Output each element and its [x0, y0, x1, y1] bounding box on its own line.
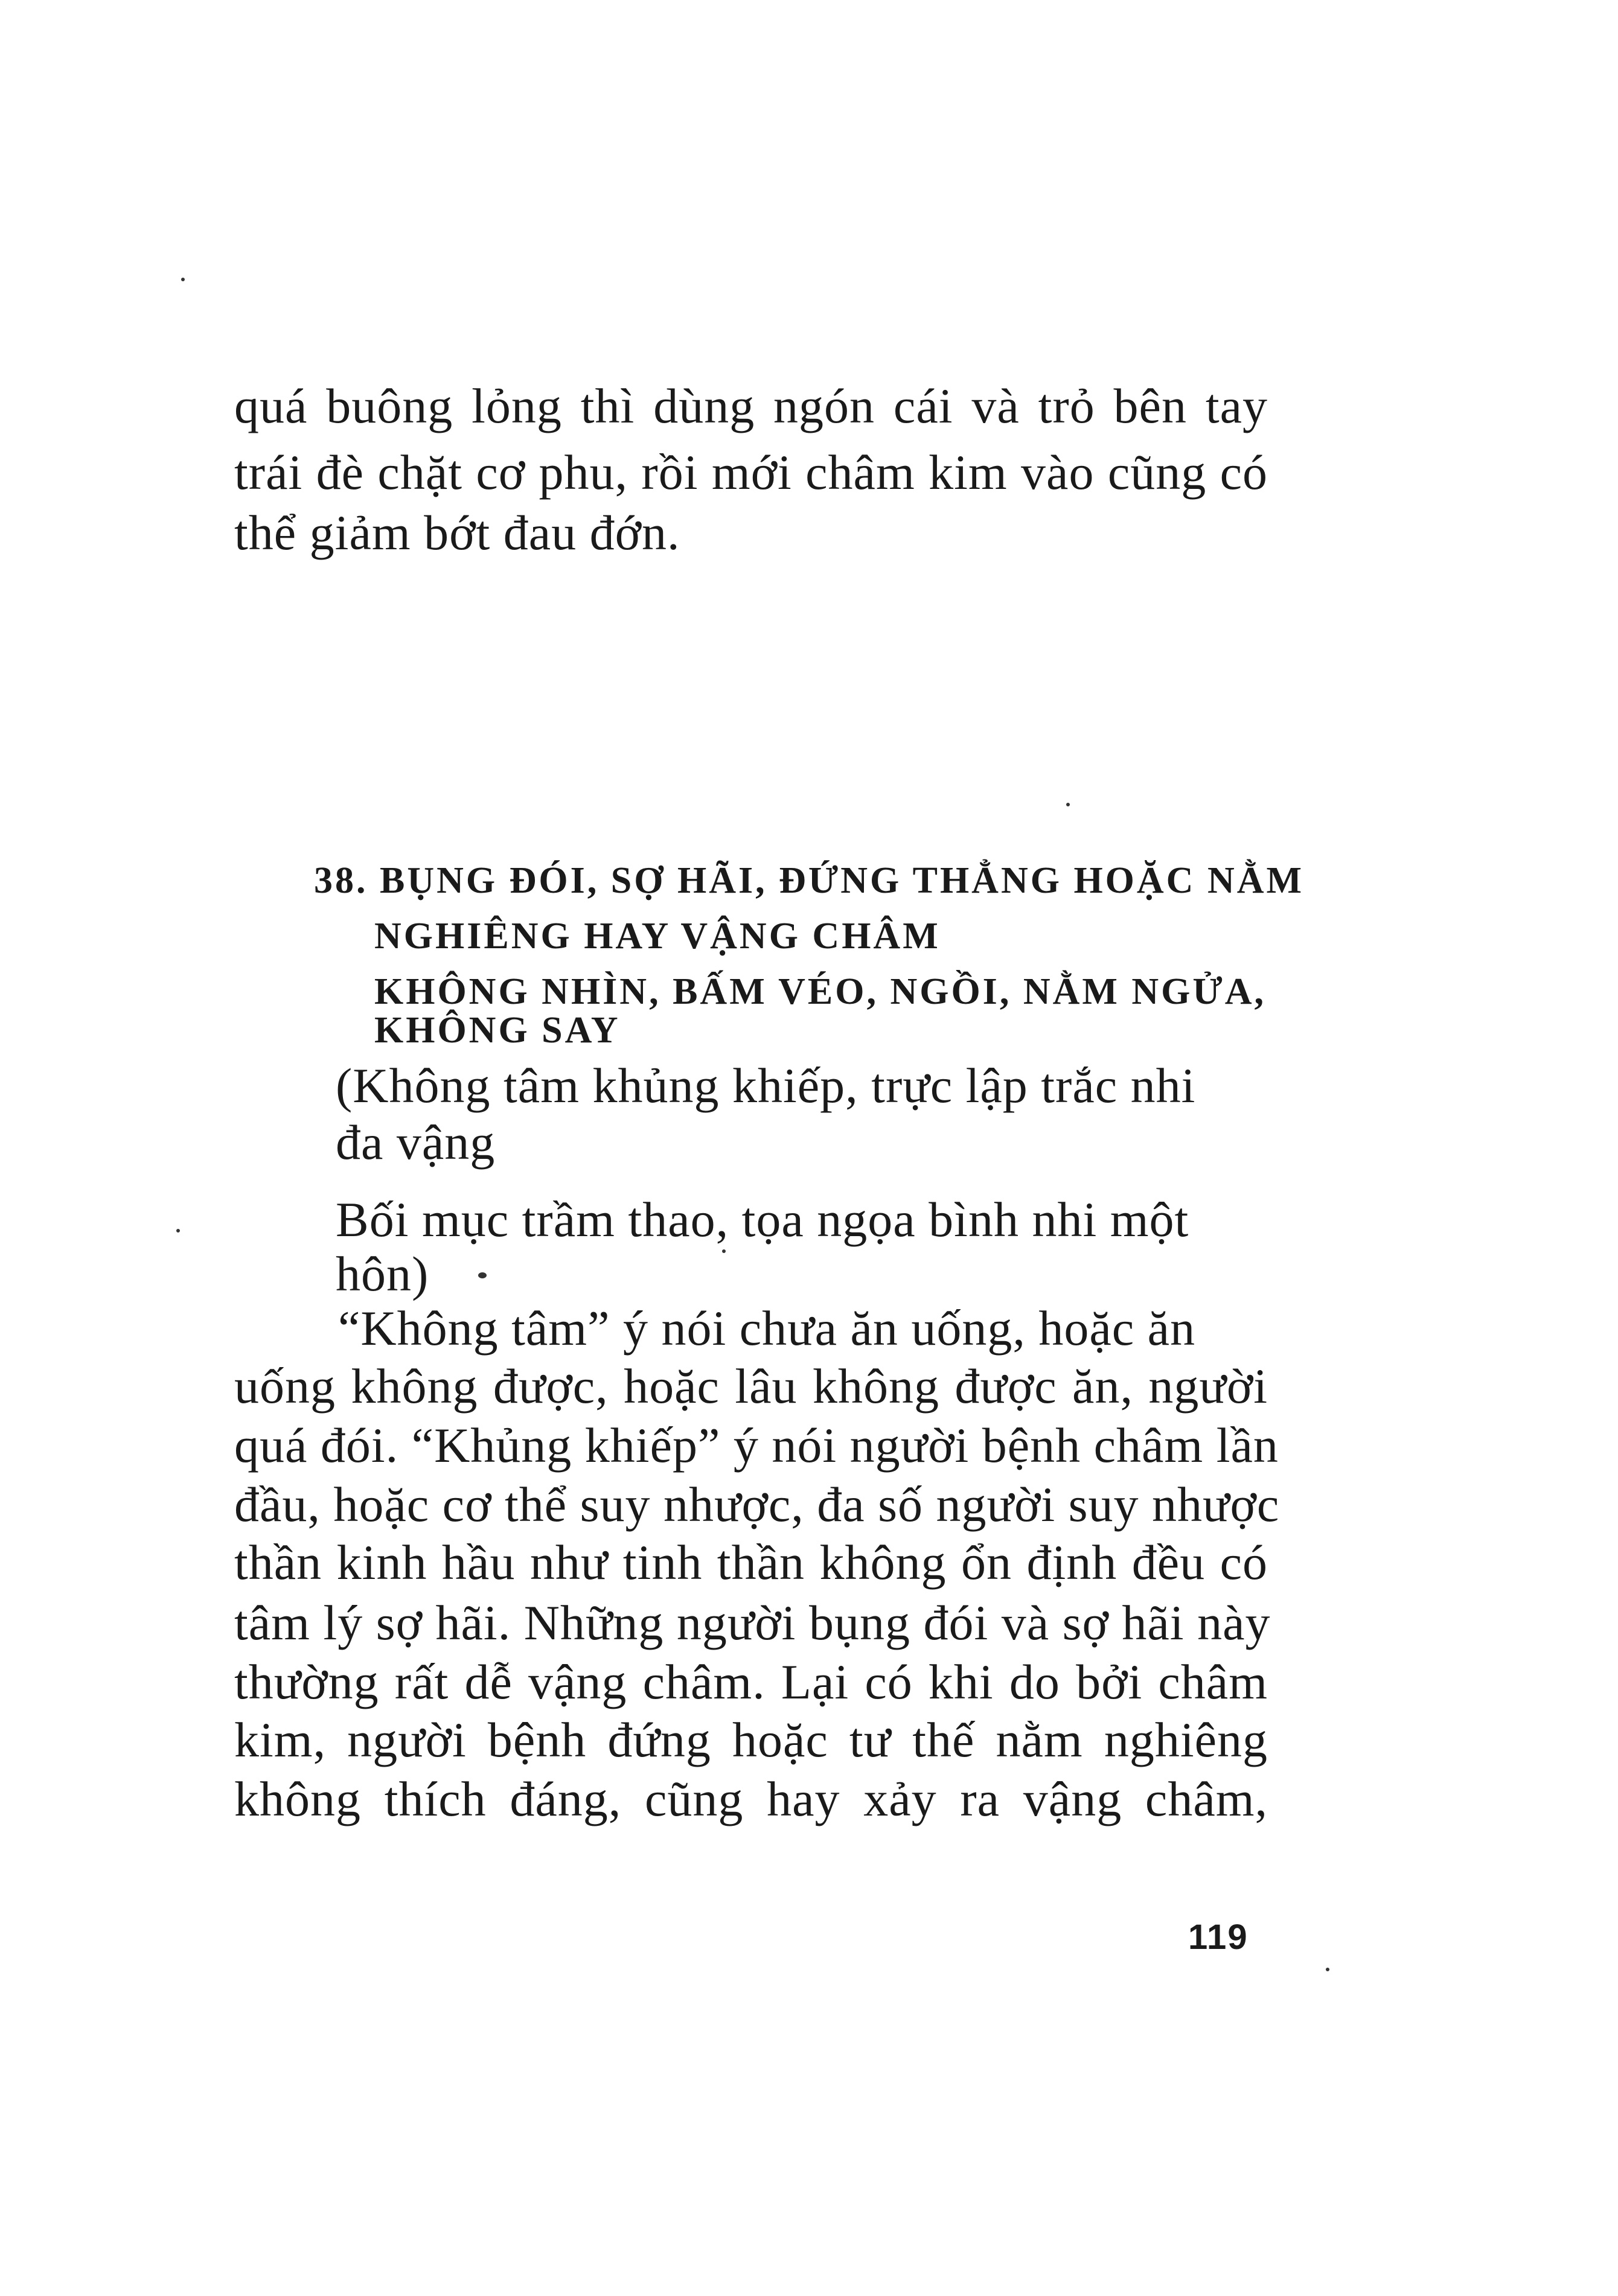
scan-speck [1326, 1968, 1329, 1971]
body-line-1: “Không tâm” ý nói chưa ăn uống, hoặc ăn [338, 1301, 1196, 1356]
scan-speck [478, 1272, 487, 1278]
section-heading-line-3: KHÔNG NHÌN, BẤM VÉO, NGỒI, NẰM NGỬA, [374, 971, 1266, 1012]
body-line-9: không thích đáng, cũng hay xảy ra vậng châm, [234, 1771, 1268, 1826]
intro-line-3: thể giảm bớt đau đớn. [234, 505, 680, 560]
body-line-3: quá đói. “Khủng khiếp” ý nói người bệnh châm lần [234, 1418, 1279, 1473]
quote-line-3: Bối mục trầm thao, tọa ngọa bình nhi một [336, 1192, 1189, 1247]
quote-line-1: (Không tâm khủng khiếp, trực lập trắc nhi [336, 1058, 1196, 1113]
scan-speck [176, 1229, 180, 1233]
body-line-5: thần kinh hầu như tinh thần không ổn định đều có [234, 1535, 1268, 1590]
body-line-4: đầu, hoặc cơ thể suy nhược, đa số người suy nhược [234, 1477, 1280, 1532]
scan-speck [1066, 803, 1070, 806]
intro-line-1: quá buông lỏng thì dùng ngón cái và trỏ bên tay [234, 378, 1268, 433]
scan-speck [722, 1249, 726, 1253]
section-heading-line-1: 38. BỤNG ĐÓI, SỢ HÃI, ĐỨNG THẲNG HOẶC NẰM [314, 860, 1305, 901]
intro-line-2: trái đè chặt cơ phu, rồi mới châm kim vào cũng có [234, 445, 1268, 500]
quote-line-4: hôn) [336, 1246, 429, 1301]
body-line-7: thường rất dễ vậng châm. Lại có khi do bởi châm [234, 1654, 1268, 1709]
scan-speck [181, 278, 185, 281]
page-number: 119 [1188, 1918, 1249, 1957]
quote-line-2: đa vậng [336, 1115, 496, 1170]
body-line-2: uống không được, hoặc lâu không được ăn, người [234, 1359, 1268, 1414]
section-heading-line-4: KHÔNG SAY [374, 1010, 621, 1051]
body-line-8: kim, người bệnh đứng hoặc tư thế nằm nghiêng [234, 1712, 1268, 1767]
body-line-6: tâm lý sợ hãi. Những người bụng đói và sợ hãi này [234, 1595, 1271, 1650]
section-heading-line-2: NGHIÊNG HAY VẬNG CHÂM [374, 916, 941, 957]
